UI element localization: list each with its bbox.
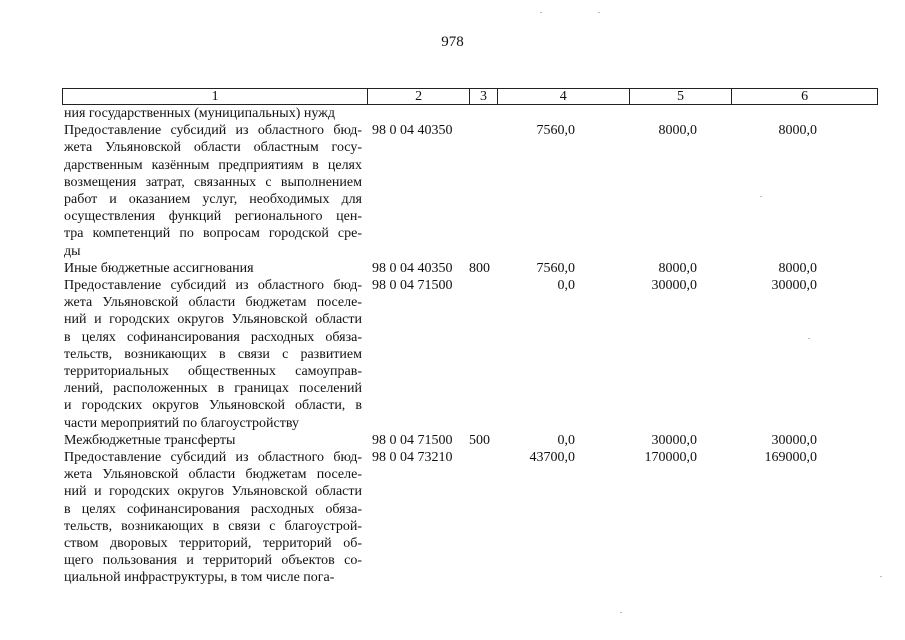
description-line: ством дворовых территорий, территорий об- [64,536,362,552]
amount-col-6: 169000,0 [764,450,817,466]
budget-code: 98 0 04 71500 [372,432,453,448]
description-line: тра компетенций по вопросам городской сре- [64,226,362,242]
budget-code: 98 0 04 40350 [372,123,453,139]
description-line: тельств, возникающих в связи с благоустрой- [64,518,362,534]
amount-col-4: 0,0 [557,278,575,294]
table-row [0,122,905,260]
description-line: в целях софинансирования расходных обяза- [64,329,362,345]
amount-col-4: 0,0 [557,432,575,448]
amount-col-4: 7560,0 [536,260,575,276]
description-line: Предоставление субсидий из областного бюд- [64,123,362,139]
amount-col-5: 170000,0 [644,450,697,466]
expense-type: 800 [469,260,490,276]
description-line: щего пользования и территорий объектов со- [64,553,362,569]
amount-col-6: 8000,0 [778,123,817,139]
table-row [0,105,905,122]
amount-col-5: 8000,0 [658,123,697,139]
column-header-4: 4 [498,89,630,104]
description-line: ния государственных (муниципальных) нужд [64,106,335,121]
amount-col-6: 30000,0 [771,432,817,448]
description-line: территориальных общественных самоуправ- [64,364,362,380]
scan-artifact [880,576,882,577]
column-header-6: 6 [801,89,809,104]
budget-code: 98 0 04 73210 [372,450,453,466]
column-header-5: 5 [630,89,733,104]
description-line: жета Ульяновской области бюджетам поселе- [64,467,362,483]
row-description [64,105,362,122]
table-row [0,449,905,587]
description-line: Иные бюджетные ассигнования [64,260,254,276]
column-header-3: 3 [470,89,498,104]
table-row [0,277,905,432]
description-line: осуществления функций регионального цен- [64,209,362,225]
scan-artifact [808,338,810,339]
amount-col-6: 8000,0 [778,260,817,276]
scan-artifact [760,196,762,197]
row-description [64,277,362,432]
column-header-2: 2 [368,89,470,104]
description-line: Предоставление субсидий из областного бюд- [64,450,362,466]
table-header-row [62,88,878,105]
description-line: части мероприятий по благоустройству [64,415,299,431]
description-line: работ и оказанием услуг, необходимых для [64,192,362,208]
description-line: тельств, возникающих в связи с развитием [64,346,362,362]
description-line: жета Ульяновской области областным госу- [64,140,362,156]
description-line: возмещения затрат, связанных с выполнением [64,174,362,190]
scan-artifact [598,12,600,13]
expense-type: 500 [469,432,490,448]
amount-col-4: 7560,0 [536,123,575,139]
description-line: циальной инфраструктуры, в том числе пога- [64,570,335,586]
description-line: и городских округов Ульяновской области, в [64,398,362,414]
scan-artifact [540,12,542,13]
budget-code: 98 0 04 71500 [372,278,453,294]
row-description [64,122,362,260]
table-row [0,432,905,449]
amount-col-4: 43700,0 [529,450,575,466]
description-line: ний и городских округов Ульяновской области [64,312,362,328]
amount-col-5: 30000,0 [651,432,697,448]
amount-col-5: 30000,0 [651,278,697,294]
amount-col-5: 8000,0 [658,260,697,276]
page-number: 978 [441,34,464,50]
column-header-1: 1 [63,89,368,104]
row-description [64,260,362,277]
budget-code: 98 0 04 40350 [372,260,453,276]
description-line: в целях софинансирования расходных обяза- [64,501,362,517]
scan-artifact [620,612,622,613]
description-line: лений, расположенных в границах поселений [64,381,362,397]
description-line: ды [64,243,81,259]
table-row [0,260,905,277]
amount-col-6: 30000,0 [771,278,817,294]
description-line: дарственным казённым предприятиям в целях [64,157,362,173]
description-line: Предоставление субсидий из областного бюд- [64,278,362,294]
row-description [64,449,362,587]
table-body [0,105,905,587]
description-line: ний и городских округов Ульяновской области [64,484,362,500]
description-line: жета Ульяновской области бюджетам поселе- [64,295,362,311]
description-line: Межбюджетные трансферты [64,432,236,448]
row-description [64,432,362,449]
